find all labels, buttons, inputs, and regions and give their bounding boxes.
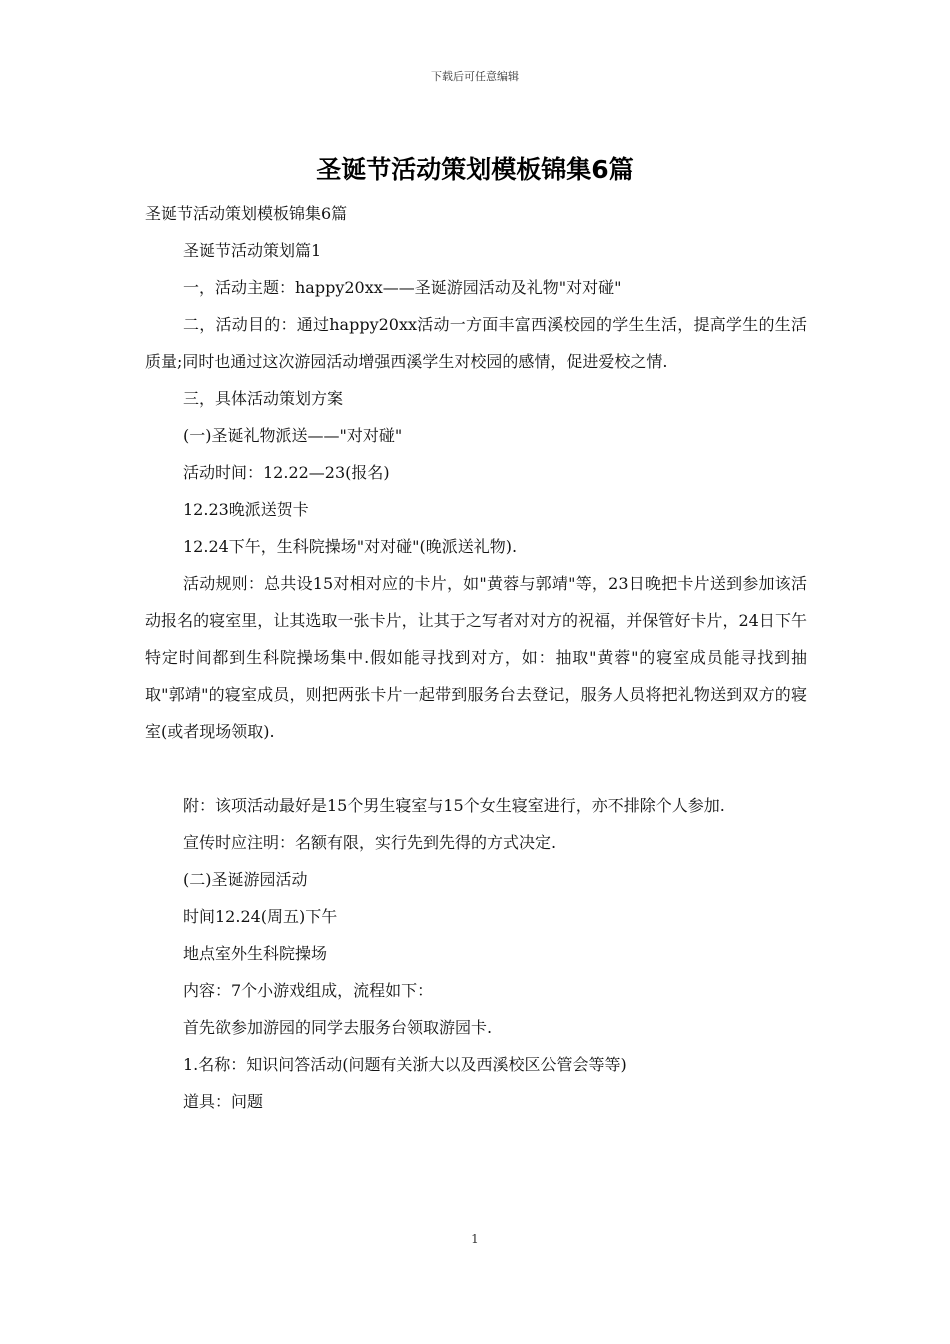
paragraph-appendix: 附：该项活动最好是15个男生寝室与15个女生寝室进行，亦不排除个人参加. — [183, 796, 725, 815]
paragraph-subtitle: 圣诞节活动策划模板锦集6篇 — [145, 204, 348, 223]
paragraph-rules: 活动规则：总共设15对相对应的卡片，如"黄蓉与郭靖"等，23日晚把卡片送到参加该活动报名的寝室里，让其选取一张卡片，让其于之写者对对方的祝福，并保管好卡片，24日下午特定时间都到生科院操场集中.假如能寻找到对方，如：抽取"黄蓉"的寝室成员能寻找到抽取"郭靖"的寝室成员，则把两张卡片一起带到服务台去登记，服务人员将把礼物送到双方的寝室(或者现场领取). — [145, 574, 807, 741]
paragraph-garden-content: 内容：7个小游戏组成，流程如下： — [183, 981, 434, 1000]
paragraph-garden-location: 地点室外生科院操场 — [183, 944, 328, 963]
paragraph-first-step: 首先欲参加游园的同学去服务台领取游园卡. — [183, 1018, 493, 1037]
document-body — [145, 195, 807, 1120]
document-title: 圣诞节活动策划模板锦集6篇 — [316, 155, 634, 184]
paragraph-garden-time: 时间12.24(周五)下午 — [183, 907, 338, 926]
paragraph-garden-heading: (二)圣诞游园活动 — [183, 870, 308, 889]
paragraph-gift-event: 12.24下午，生科院操场"对对碰"(晚派送礼物). — [183, 537, 518, 556]
paragraph-game-1-name: 1.名称：知识问答活动(问题有关浙大以及西溪校区公管会等等) — [183, 1055, 627, 1074]
paragraph-card-delivery: 12.23晚派送贺卡 — [183, 500, 309, 519]
paragraph-game-1-props: 道具：问题 — [183, 1092, 264, 1111]
paragraph-purpose: 二，活动目的：通过happy20xx活动一方面丰富西溪校园的学生生活，提高学生的生活质量;同时也通过这次游园活动增强西溪学生对校园的感情，促进爱校之情. — [145, 315, 807, 371]
paragraph-plan-heading: 三，具体活动策划方案 — [183, 389, 344, 408]
paragraph-gift-heading: (一)圣诞礼物派送——"对对碰" — [183, 426, 403, 445]
paragraph-theme: 一，活动主题：happy20xx——圣诞游园活动及礼物"对对碰" — [183, 278, 622, 297]
paragraph-promo-note: 宣传时应注明：名额有限，实行先到先得的方式决定. — [183, 833, 557, 852]
paragraph-activity-time: 活动时间：12.22—23(报名) — [183, 463, 390, 482]
paragraph-section-heading: 圣诞节活动策划篇1 — [183, 241, 322, 260]
page-header-note: 下载后可任意编辑 — [431, 70, 519, 83]
page-number: 1 — [471, 1232, 479, 1246]
paragraph-spacer — [145, 750, 807, 787]
